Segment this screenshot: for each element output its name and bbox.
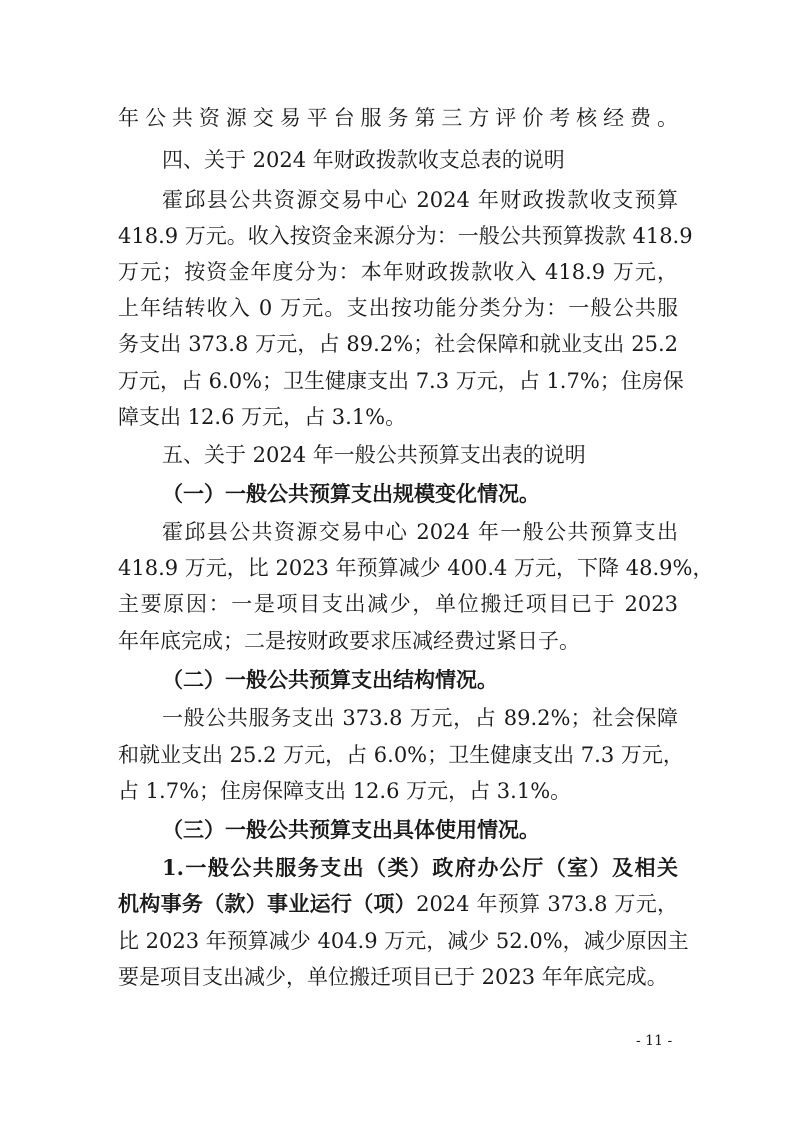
section-heading-4: 四、关于 2024 年财政拨款收支总表的说明 bbox=[162, 148, 565, 172]
paragraph-line: 万元；按资金年度分为：本年财政拨款收入 418.9 万元， bbox=[118, 260, 678, 284]
paragraph-line: 霍邱县公共资源交易中心 2024 年一般公共预算支出 bbox=[162, 520, 678, 544]
paragraph-line: 年公共资源交易平台服务第三方评价考核经费。 bbox=[118, 106, 678, 130]
paragraph-line: 务支出 373.8 万元，占 89.2%；社会保障和就业支出 25.2 bbox=[118, 332, 678, 356]
paragraph-line: 年年底完成；二是按财政要求压减经费过紧日子。 bbox=[118, 629, 580, 653]
paragraph-line: 一般公共服务支出 373.8 万元，占 89.2%；社会保障 bbox=[162, 706, 678, 730]
paragraph-line: 和就业支出 25.2 万元，占 6.0%；卫生健康支出 7.3 万元， bbox=[118, 743, 684, 767]
subheading-1: （一）一般公共预算支出规模变化情况。 bbox=[162, 481, 540, 506]
paragraph-line: 比 2023 年预算减少 404.9 万元，减少 52.0%，减少原因主 bbox=[118, 929, 689, 953]
item-heading-continuation: 机构事务（款）事业运行（项） bbox=[118, 891, 417, 916]
subheading-3: （三）一般公共预算支出具体使用情况。 bbox=[162, 817, 540, 842]
paragraph-line: 上年结转收入 0 万元。支出按功能分类分为：一般公共服 bbox=[118, 296, 678, 320]
paragraph-line: 霍邱县公共资源交易中心 2024 年财政拨款收支预算 bbox=[162, 188, 678, 212]
item-heading-line: 1.一般公共服务支出（类）政府办公厅（室）及相关 bbox=[162, 855, 678, 880]
paragraph-line: 障支出 12.6 万元，占 3.1%。 bbox=[118, 405, 407, 429]
paragraph-line: 万元，占 6.0%；卫生健康支出 7.3 万元，占 1.7%；住房保 bbox=[118, 369, 684, 393]
paragraph-line: 要是项目支出减少，单位搬迁项目已于 2023 年年底完成。 bbox=[118, 965, 668, 989]
page-number: - 11 - bbox=[636, 1033, 673, 1049]
paragraph-text: 2024 年预算 373.8 万元， bbox=[416, 892, 678, 916]
section-heading-5: 五、关于 2024 年一般公共预算支出表的说明 bbox=[162, 443, 586, 467]
paragraph-line: 占 1.7%；住房保障支出 12.6 万元，占 3.1%。 bbox=[118, 779, 572, 803]
paragraph-line: 主要原因：一是项目支出减少，单位搬迁项目已于 2023 bbox=[118, 592, 678, 616]
subheading-2: （二）一般公共预算支出结构情况。 bbox=[162, 667, 498, 692]
paragraph-line: 418.9 万元，比 2023 年预算减少 400.4 万元，下降 48.9%， bbox=[118, 556, 714, 580]
paragraph-line-mixed bbox=[118, 889, 678, 919]
paragraph-line: 418.9 万元。收入按资金来源分为：一般公共预算拨款 418.9 bbox=[118, 224, 693, 248]
